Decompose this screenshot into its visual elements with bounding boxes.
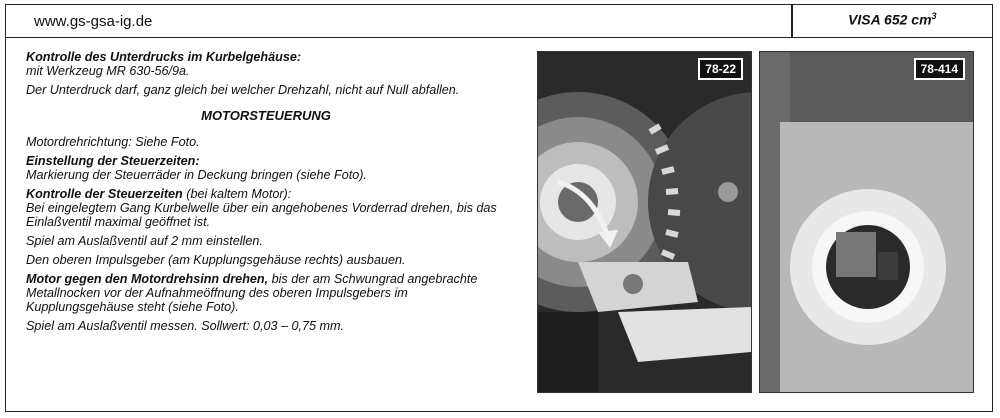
heading-timing-setting: Einstellung der Steuerzeiten: bbox=[26, 154, 200, 168]
model-superscript: 3 bbox=[931, 11, 937, 21]
heading-vacuum-check: Kontrolle des Unterdrucks im Kurbelgehäuse: bbox=[26, 50, 302, 64]
paragraph-rotate-engine bbox=[26, 272, 506, 314]
paragraph-sensor-removal: Den oberen Impulsgeber (am Kupplungsgehäuse rechts) ausbauen. bbox=[26, 253, 406, 267]
timing-check-condition: (bei kaltem Motor): bbox=[182, 187, 292, 201]
heading-timing-check: Kontrolle der Steuerzeiten bbox=[26, 187, 183, 201]
paragraph-measure: Spiel am Auslaßventil messen. Sollwert: 0,03 – 0,75 mm. bbox=[26, 319, 345, 333]
photo-timing-gears bbox=[537, 51, 752, 393]
model-text: VISA 652 cm bbox=[848, 11, 932, 28]
section-title: MOTORSTEUERUNG bbox=[201, 108, 331, 123]
timing-gears-illustration bbox=[538, 52, 751, 392]
tool-reference: mit Werkzeug MR 630-56/9a. bbox=[26, 64, 190, 78]
rotate-engine-text: bis der am Schwungrad angebrachte Metallnocken vor der Aufnahmeöffnung des oberen Impulsgebers im Kupplungsgehäuse steht (siehe Foto). bbox=[26, 272, 478, 314]
timing-setting-text: Markierung der Steuerräder in Deckung bringen (siehe Foto). bbox=[26, 168, 367, 182]
photo-ref-label-2: 78-414 bbox=[914, 58, 965, 80]
paragraph-vacuum-note: Der Unterdruck darf, ganz gleich bei welcher Drehzahl, nicht auf Null abfallen. bbox=[26, 83, 460, 97]
sensor-opening-illustration bbox=[760, 52, 973, 392]
photo-sensor-opening bbox=[759, 51, 974, 393]
instruction-text bbox=[26, 50, 506, 338]
timing-check-text: Bei eingelegtem Gang Kurbelwelle über ein angehobenes Vorderrad drehen, bis das Einlaßventil maximal geöffnet ist. bbox=[26, 201, 497, 229]
heading-rotate-engine: Motor gegen den Motordrehsinn drehen, bbox=[26, 272, 269, 286]
paragraph-rotation: Motordrehrichtung: Siehe Foto. bbox=[26, 135, 200, 149]
model-label bbox=[848, 11, 937, 28]
photo-ref-label-1: 78-22 bbox=[698, 58, 743, 80]
paragraph-valve-gap: Spiel am Auslaßventil auf 2 mm einstellen. bbox=[26, 234, 263, 248]
paragraph-timing-check bbox=[26, 187, 506, 229]
paragraph-timing-setting bbox=[26, 154, 506, 182]
header-divider bbox=[791, 5, 793, 37]
header-bar bbox=[6, 5, 992, 38]
website-url[interactable]: www.gs-gsa-ig.de bbox=[34, 13, 153, 30]
paragraph-vacuum-check bbox=[26, 50, 506, 78]
